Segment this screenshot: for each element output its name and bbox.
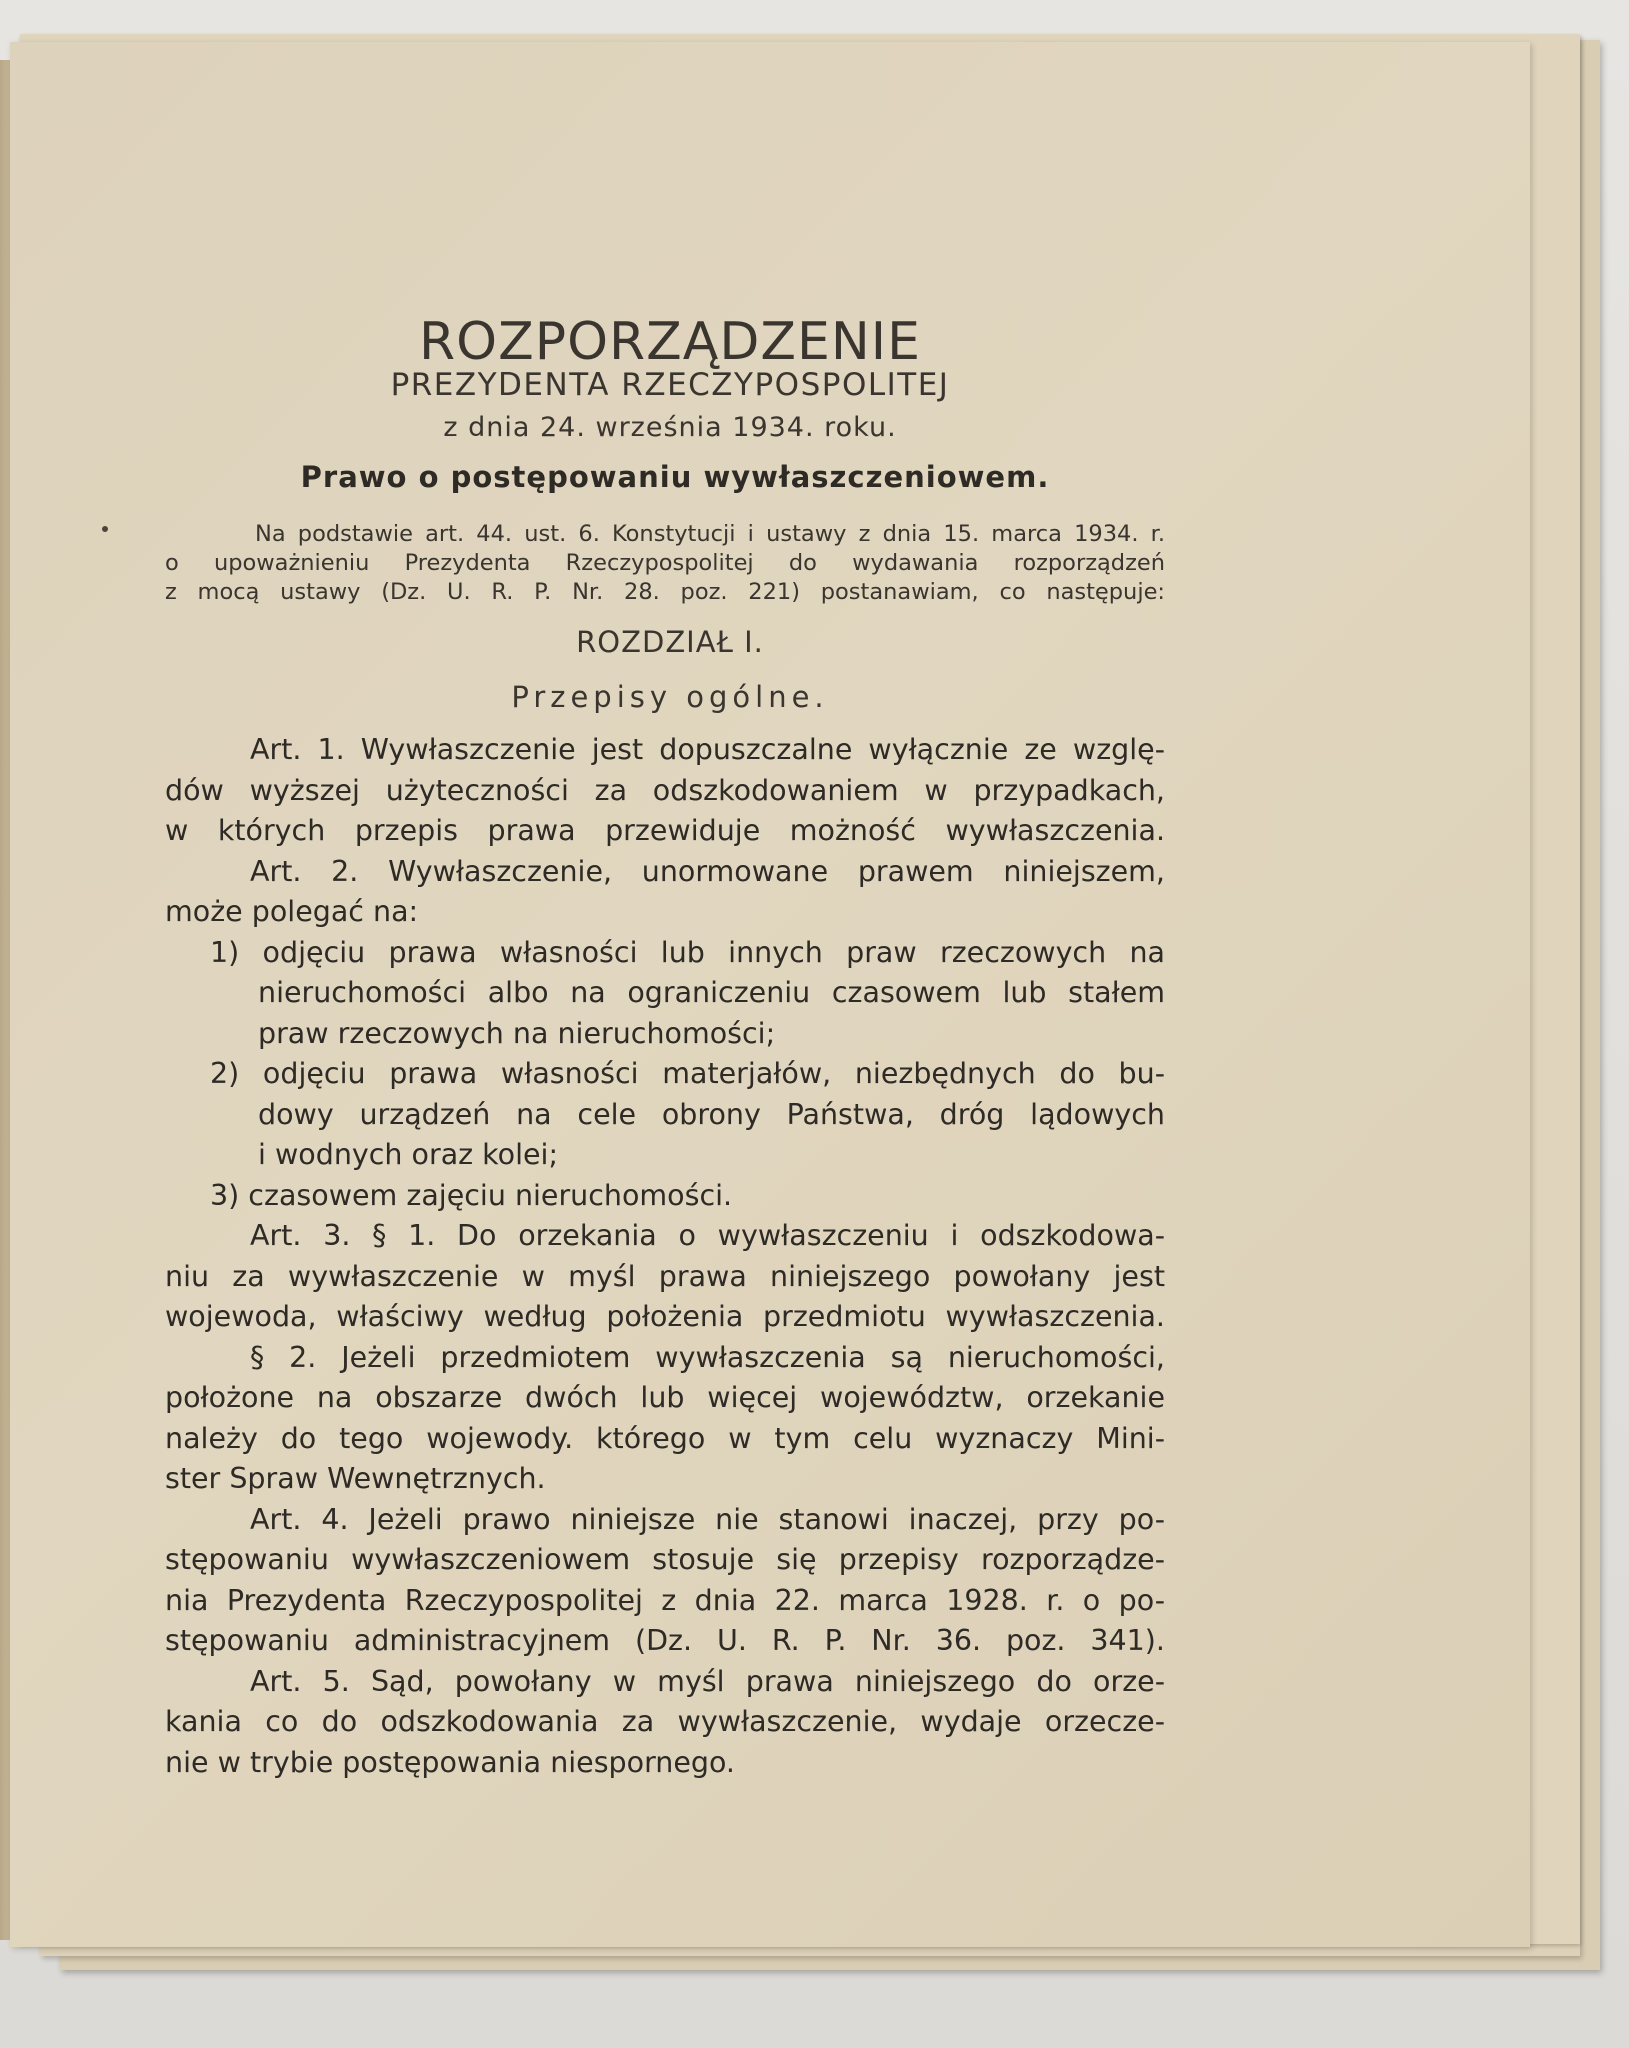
body-line: kania co do odszkodowania za wywłaszczenie, wydaje orzecze- bbox=[165, 1705, 1165, 1738]
law-title: Prawo o postępowaniu wywłaszczeniowem. bbox=[300, 460, 1050, 494]
body-line: 2) odjęciu prawa własności materjałów, niezbędnych do bu- bbox=[210, 1057, 1165, 1090]
body-line: stępowaniu wywłaszczeniowem stosuje się przepisy rozporządze- bbox=[165, 1543, 1165, 1576]
document-subtitle: PREZYDENTA RZECZYPOSPOLITEJ bbox=[390, 367, 950, 403]
body-line: praw rzeczowych na nieruchomości; bbox=[258, 1016, 776, 1050]
paper-speck bbox=[102, 526, 108, 532]
body-line: 1) odjęciu prawa własności lub innych praw rzeczowych na bbox=[210, 935, 1165, 969]
body-line: wojewoda, właściwy według położenia przedmiotu wywłaszczenia. bbox=[165, 1300, 1165, 1333]
body-line: Art. 4. Jeżeli prawo niniejsze nie stanowi inaczej, przy po- bbox=[250, 1502, 1165, 1536]
body-line: w których przepis prawa przewiduje możność wywłaszczenia. bbox=[165, 814, 1165, 847]
body-line: nia Prezydenta Rzeczypospolitej z dnia 22. marca 1928. r. o po- bbox=[165, 1583, 1165, 1617]
body-line: Art. 5. Sąd, powołany w myśl prawa niniejszego do orze- bbox=[250, 1664, 1165, 1698]
document-page bbox=[10, 42, 1530, 1947]
body-line: dów wyższej użyteczności za odszkodowaniem w przypadkach, bbox=[165, 773, 1165, 807]
preamble bbox=[165, 520, 1165, 607]
body-line: i wodnych oraz kolei; bbox=[258, 1138, 559, 1171]
preamble-line: z mocą ustawy (Dz. U. R. P. Nr. 28. poz. 221) postanawiam, co następuje: bbox=[165, 579, 1165, 605]
body-line: Art. 1. Wywłaszczenie jest dopuszczalne wyłącznie ze wzglę- bbox=[250, 733, 1165, 766]
body-line: położone na obszarze dwóch lub więcej województw, orzekanie bbox=[165, 1381, 1165, 1414]
body-line: nie w trybie postępowania niespornego. bbox=[165, 1745, 735, 1779]
body-line: niu za wywłaszczenie w myśl prawa niniejszego powołany jest bbox=[165, 1259, 1165, 1293]
body-line: Art. 2. Wywłaszczenie, unormowane prawem niniejszem, bbox=[250, 854, 1165, 888]
body-line: stępowaniu administracyjnem (Dz. U. R. P. Nr. 36. poz. 341). bbox=[165, 1624, 1165, 1657]
body-line: § 2. Jeżeli przedmiotem wywłaszczenia są nieruchomości, bbox=[250, 1340, 1165, 1374]
preamble-line: o upoważnieniu Prezydenta Rzeczypospolitej do wydawania rozporządzeń bbox=[165, 550, 1165, 576]
document-date: z dnia 24. września 1934. roku. bbox=[443, 412, 897, 443]
body-line: dowy urządzeń na cele obrony Państwa, dróg lądowych bbox=[258, 1097, 1165, 1131]
body-line: ster Spraw Wewnętrznych. bbox=[165, 1462, 546, 1495]
body-line: należy do tego wojewody. którego w tym celu wyznaczy Mini- bbox=[165, 1421, 1165, 1455]
preamble-line: Na podstawie art. 44. ust. 6. Konstytucji i ustawy z dnia 15. marca 1934. r. bbox=[255, 521, 1165, 547]
chapter-title: Przepisy ogólne. bbox=[511, 680, 829, 714]
body-line: 3) czasowem zajęciu nieruchomości. bbox=[210, 1178, 733, 1212]
body-line: może polegać na: bbox=[165, 895, 419, 928]
body-line: Art. 3. § 1. Do orzekania o wywłaszczeniu i odszkodowa- bbox=[250, 1219, 1165, 1252]
chapter-heading: ROZDZIAŁ I. bbox=[576, 625, 764, 659]
document-title: ROZPORZĄDZENIE bbox=[419, 312, 921, 372]
body-line: nieruchomości albo na ograniczeniu czasowem lub stałem bbox=[258, 976, 1165, 1009]
body-text bbox=[165, 730, 1165, 1783]
